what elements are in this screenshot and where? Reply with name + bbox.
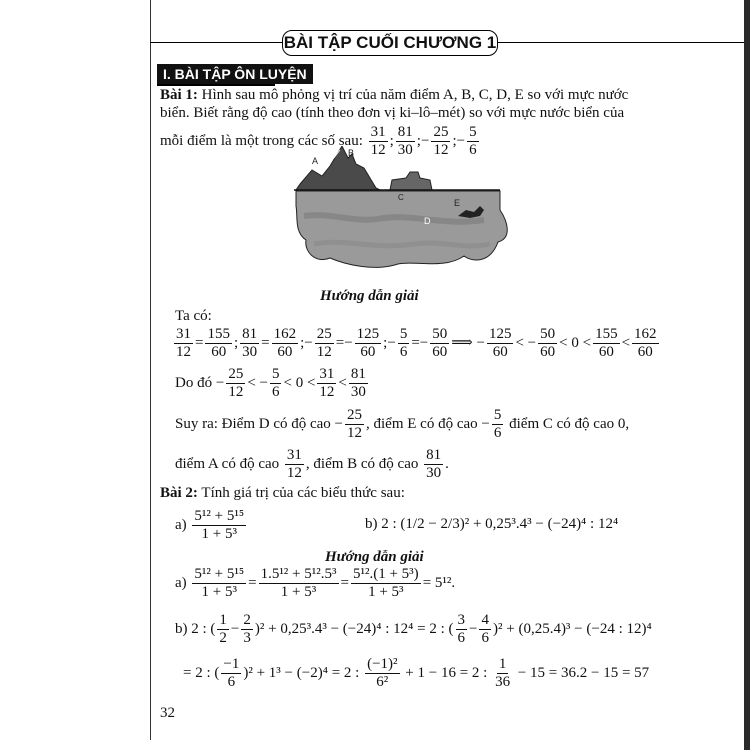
bai1-taco: Ta có: <box>175 308 212 324</box>
bai2-b-solution-2: = 2 : ( $\frac{-1}{6}$ )² + 1³ − (−2)⁴ = 2 : $\frac{\text{(−1)²}}{\text{6²}}$ + 1 − 16 = 2 : $\frac{1}{36}$ − 15 = 36.2 − 15 = 57 <box>183 656 650 690</box>
bai2-b-solution-1: b) 2 : ( $\frac{1}{2}$ − $\frac{2}{3}$ )² + 0,25³.4³ − (−24)⁴ : 12⁴ = 2 : ( $\frac{3}{6}$ − $\frac{4}{6}$ )² + (0,25.4)³ − (−24 : 12)⁴ <box>175 612 652 646</box>
fraction: $\frac{25}{12}$ <box>433 124 449 158</box>
bai2-a-expression: a) $\frac{\text{5¹² + 5¹⁵}}{\text{1 + 5³}}$ <box>175 508 245 542</box>
fraction: $\frac{5}{6}$ <box>469 124 477 158</box>
bai2-guide-heading: Hướng dẫn giải <box>325 549 424 565</box>
bai1-guide-heading: Hướng dẫn giải <box>320 288 419 304</box>
label-a: A <box>312 156 319 166</box>
bai1-conclusion-1: Suy ra: Điểm D có độ cao − $\frac{25}{12}$ , điểm E có độ cao − $\frac{5}{6}$ điểm C có độ cao 0, <box>175 407 630 441</box>
bai1-line3: mỗi điểm là một trong các số sau: $\frac{31}{12}$ ; $\frac{81}{30}$ ;− $\frac{25}{12}$ ;− $\frac{5}{6}$ <box>160 124 477 158</box>
page-edge <box>744 0 750 750</box>
section-heading: I. BÀI TẬP ÔN LUYỆN <box>157 64 313 84</box>
fraction: $\frac{81}{30}$ <box>397 124 413 158</box>
fraction: $\frac{31}{12}$ <box>370 124 386 158</box>
bai1-line2: biển. Biết rằng độ cao (tính theo đơn vị ki–lô–mét) so với mực nước biển của <box>160 105 625 121</box>
bai2-label: Bài 2: <box>160 485 198 501</box>
bai1-fraction-chain: $\frac{31}{12}$ = $\frac{155}{60}$ ; $\frac{81}{30}$ = $\frac{162}{60}$ ;− $\frac{25}{12}$ =− $\frac{125}{60}$ ;− $\frac{5}{6}$ =− $\frac{50}{60}$ ⟹ − $\frac{125}{60}$ < − $\frac{50}{60}$ < 0 < $\frac{155}{60}$ < $\frac{162}{60}$ <box>176 326 657 360</box>
bai2-a-solution: a) $\frac{\text{5¹² + 5¹⁵}}{\text{1 + 5³}}$ = $\frac{\text{1.5¹² + 5¹².5³}}{\text{1 + 5³}}$ = $\frac{\text{5¹².(1 + 5³)}}{\text{1 + 5³}}$ = 5¹². <box>175 566 456 600</box>
bai1-conclusion-2: điểm A có độ cao $\frac{31}{12}$ , điểm B có độ cao $\frac{81}{30}$ . <box>175 447 449 481</box>
ship-shape <box>390 172 432 190</box>
bai1-dodo: Do đó − $\frac{25}{12}$ < − $\frac{5}{6}$ < 0 < $\frac{31}{12}$ < $\frac{81}{30}$ <box>175 366 366 400</box>
underwater-area <box>296 191 507 267</box>
chapter-title: BÀI TẬP CUỐI CHƯƠNG 1 <box>282 30 498 56</box>
label-e: E <box>454 198 461 208</box>
bai2-b-expression: b) 2 : (1/2 − 2/3)² + 0,25³.4³ − (−24)⁴ : 12⁴ <box>365 516 619 532</box>
sea-level-figure <box>294 146 514 274</box>
label-c: C <box>398 193 404 202</box>
bai1-line1: Bài 1: Hình sau mô phỏng vị trí của năm điểm A, B, C, D, E so với mực nước <box>160 87 629 103</box>
bai1-label: Bài 1: <box>160 87 198 103</box>
bai2-line: Bài 2: Tính giá trị của các biểu thức sau: <box>160 485 405 501</box>
label-b: B <box>348 148 355 158</box>
page-number: 32 <box>160 705 175 721</box>
margin-rule <box>150 0 151 740</box>
label-d: D <box>424 216 431 226</box>
